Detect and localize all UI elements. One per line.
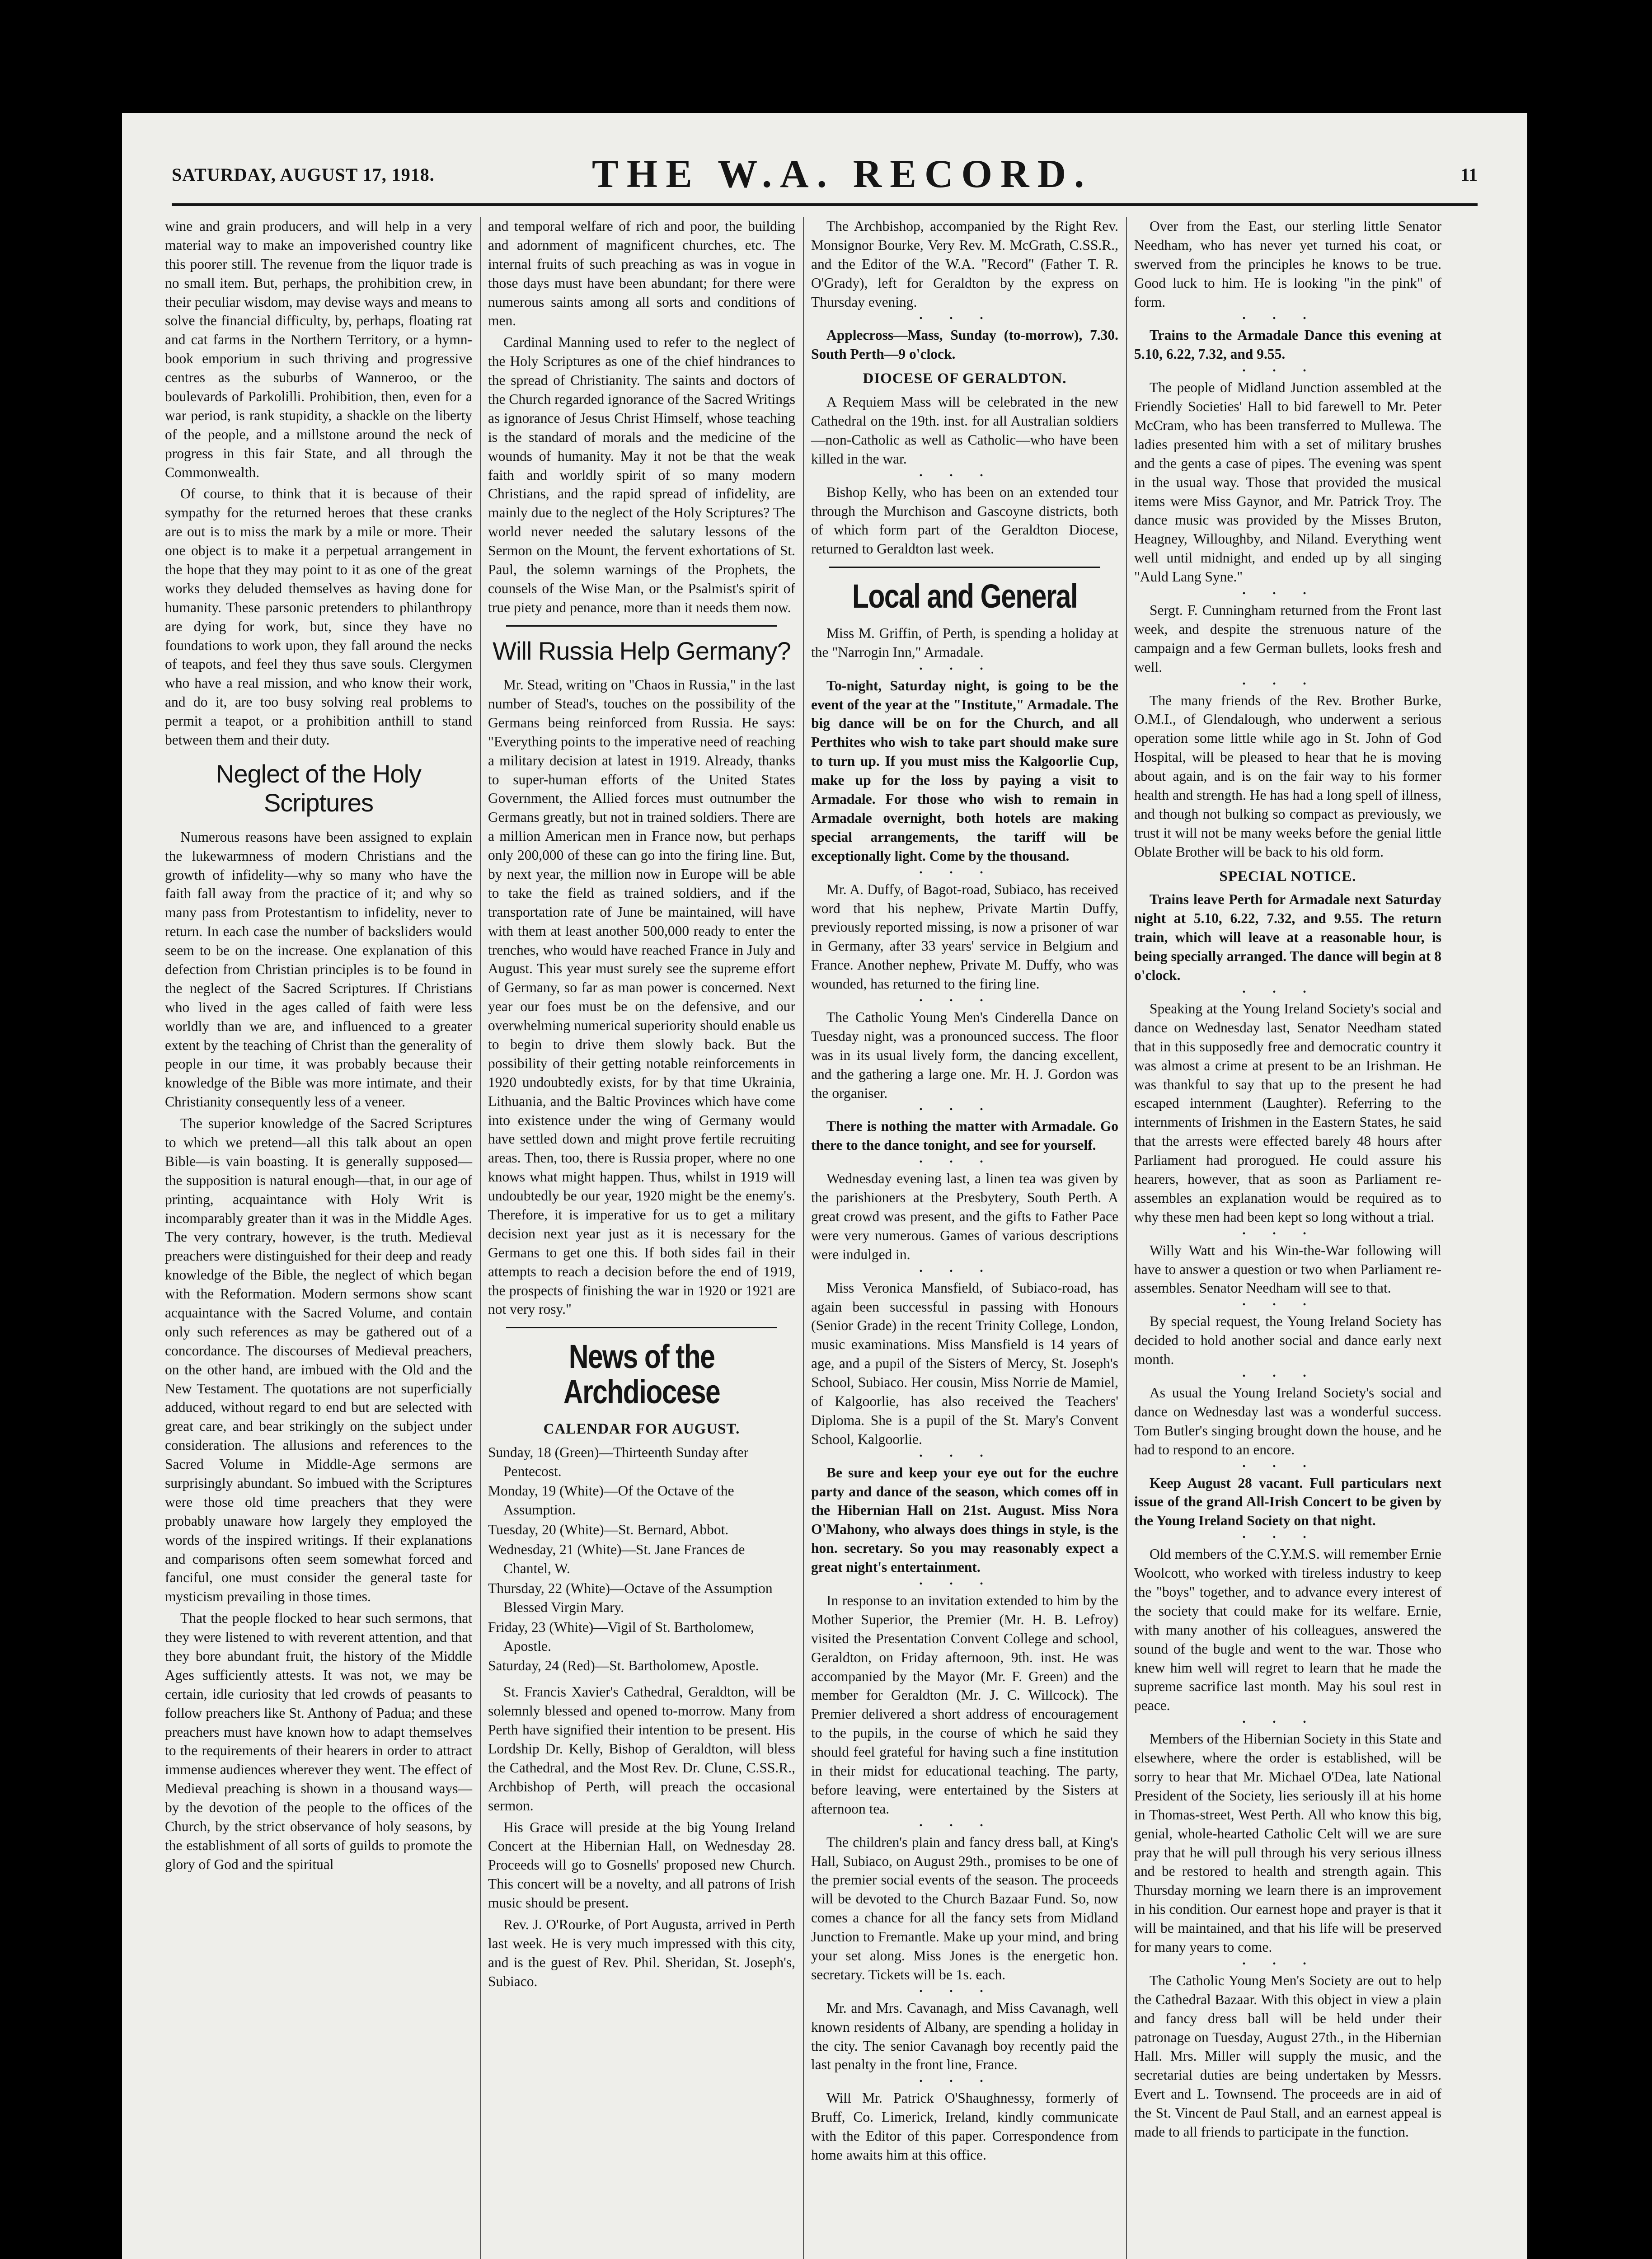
separator-dots: ••• [1242, 314, 1333, 324]
section-rule [506, 1327, 777, 1328]
paragraph: Members of the Hibernian Society in this State and elsewhere, where the order is established, will be sorry to hear that Mr. Michael O'Dea, late National President of the Society, lies seriously ill at his home in Thomas-street, West Perth. All who know this big, genial, whole-hearted Catholic Celt will we are sure pray that he will pull through his very serious illness and be restored to health and strength again. This Thursday morning we learn there is an improvement in his condition. Our earnest hope and prayer is that it will be maintained, and that his life will be preserved for many years to come. [1134, 1731, 1441, 1955]
calendar-entry: Sunday, 18 (Green)—Thirteenth Sunday after Pentecost. [488, 1444, 749, 1479]
paragraph: St. Francis Xavier's Cathedral, Geraldton, will be solemnly blessed and opened to-morrow. Many from Perth have signified their intention to be present. His Lordship Dr. Kelly, Bishop of Geraldton, will bless the Cathedral, and the Most Rev. Dr. Clune, C.SS.R., Archbishop of Perth, will preach the occasional sermon. [488, 1684, 795, 1814]
column-1 [165, 217, 472, 1877]
headline-russia-germany: Will Russia Help Germany? [493, 636, 791, 665]
paragraph: Will Mr. Patrick O'Shaughnessy, formerly of Bruff, Co. Limerick, Ireland, kindly communicate with the Editor of this paper. Correspondence from home awaits him at this office. [811, 2090, 1118, 2163]
column-3 [811, 217, 1118, 2167]
notice-armadale: There is nothing the matter with Armadale. Go there to the dance tonight, and see for yourself. [811, 1118, 1118, 1153]
separator-dots: ••• [1242, 589, 1333, 599]
separator-dots: ••• [919, 314, 1010, 324]
paragraph: The superior knowledge of the Sacred Scriptures to which we pretend—all this talk about an open Bible—is vain boasting. It is generally supposed—the supposition is natural enough—that, in our age of printing, acquaintance with Holy Writ is incomparably greater than it was in the Middle Ages. The very contrary, however, is the truth. Medieval preachers were distinguished for their deep and ready knowledge of the Bible, the neglect of which began with the Reformation. Modern sermons show scant acquaintance with the Sacred Volume, and contain only such references as may be gathered out of a concordance. The discourses of Medieval preachers, on the other hand, are imbued with the Old and the New Testament. The quotations are not superficially adduced, without regard to end but are selected with great care, and bear strikingly on the subject under consideration. The allusions and references to the Sacred Volume in Middle-Age sermons are surprisingly abundant. So imbued with the Scriptures were those old time preachers that they were probably unaware how largely they employed the words of the inspired writings. If their explanations and comparisons often seem somewhat forced and fanciful, one must consider the general taste for mysticism prevailing in those times. [165, 1115, 472, 1605]
notice-concert: Keep August 28 vacant. Full particulars next issue of the grand All-Irish Concert to be given by the Young Ireland Society on that night. [1134, 1475, 1441, 1529]
paragraph: By special request, the Young Ireland Society has decided to hold another social and dance early next month. [1134, 1313, 1441, 1368]
column-rule [803, 217, 804, 2259]
separator-dots: ••• [919, 1451, 1010, 1461]
separator-dots: ••• [919, 1105, 1010, 1115]
paragraph: The many friends of the Rev. Brother Burke, O.M.I., of Glendalough, who underwent a serious operation some little while ago in St. John of God Hospital, will be pleased to hear that he is moving about again, and is on the fair way to his former health and strength. He has had a long spell of illness, and though not bulking so compact as previously, we trust it will not be many weeks before the genial little Oblate Brother will be back to his old form. [1134, 692, 1441, 860]
separator-dots: ••• [1242, 987, 1333, 997]
separator-dots: ••• [919, 470, 1010, 481]
separator-dots: ••• [1242, 1228, 1333, 1239]
separator-dots: ••• [919, 2076, 1010, 2087]
separator-dots: ••• [919, 1157, 1010, 1167]
newspaper-title: THE W.A. RECORD. [592, 152, 1093, 196]
column-2 [488, 217, 795, 1994]
paragraph: The children's plain and fancy dress ball, at King's Hall, Subiaco, on August 29th., promises to be one of the premier social events of the season. The proceeds will be devoted to the Church Bazaar Fund. So, now comes a chance for all the fancy sets from Midland Junction to Fremantle. Make up your mind, and bring your set along. Miss Jones is the energetic hon. secretary. Tickets will be 1s. each. [811, 1834, 1118, 1982]
subheading-geraldton: DIOCESE OF GERALDTON. [863, 370, 1067, 387]
notice-trains: Trains to the Armadale Dance this evening at 5.10, 6.22, 7.32, and 9.55. [1134, 327, 1441, 362]
calendar-title: CALENDAR FOR AUGUST. [543, 1420, 740, 1437]
separator-dots: ••• [1242, 1533, 1333, 1543]
paragraph: Wednesday evening last, a linen tea was given by the parishioners at the Presbytery, South Perth. A great crowd was present, and the gifts to Father Pace were very numerous. Games of various descriptions were indulged in. [811, 1171, 1118, 1262]
separator-dots: ••• [919, 664, 1010, 674]
separator-dots: ••• [1242, 1371, 1333, 1381]
notice-armadale-dance: To-night, Saturday night, is going to be the event of the year at the "Institute," Armadale. The big dance will be on for the Church, and all Perthites who wish to take part should make sure to turn up. If you must miss the Kalgoorlie Cup, make up for the loss by paying a visit to Armadale. For those who wish to remain in Armadale overnight, both hotels are making special arrangements, the tariff will be exceptionally light. Come by the thousand. [811, 677, 1118, 864]
paragraph: Speaking at the Young Ireland Society's social and dance on Wednesday last, Senator Needham stated that in this supposedly free and democratic country it was almost a crime at present to be an Irishman. He was thankful to say that up to the present he had escaped internment (Laughter). Referring to the internments of Irishmen in the Eastern States, he said that the arrests were effected barely 48 hours after Parliament had prorogued. He could assure his hearers, however, that as soon as Parliament re-assembles an explanation would be required as to why these men had been kept so long without a trial. [1134, 1000, 1441, 1225]
separator-dots: ••• [919, 1986, 1010, 1997]
paragraph: The Catholic Young Men's Society are out to help the Cathedral Bazaar. With this object in view a plain and fancy dress ball will be held under their patronage on Tuesday, August 27th., in the Hibernian Hall. Mrs. Miller will supply the music, and the secretarial duties are being undertaken by Messrs. Evert and L. Townsend. The proceeds are in aid of the St. Vincent de Paul Stall, and an earnest appeal is made to all friends to participate in the function. [1134, 1972, 1441, 2140]
separator-dots: ••• [919, 995, 1010, 1006]
paragraph: That the people flocked to hear such sermons, that they were listened to with reverent attention, and that they bore abundant fruit, the history of the Middle Ages sufficiently attests. It was not, we may be certain, idle curiosity that led crowds of peasants to follow preachers like St. Anthony of Padua; and these preachers must have known how to adapt themselves to the requirements of their hearers in order to attract immense audiences wherever they went. The effect of Medieval preaching is shown in a thousand ways—by the devotion of the people to the offices of the Church, by the strict observance of holy seasons, by the establishment of all sorts of guilds to promote the glory of God and the spiritual [165, 1610, 472, 1872]
paragraph: and temporal welfare of rich and poor, the building and adornment of magnificent churches, etc. The internal fruits of such preaching as was in vogue in those days must have been abundant; for there were numerous saints among all sorts and conditions of men. [488, 218, 795, 329]
paragraph: Rev. J. O'Rourke, of Port Augusta, arrived in Perth last week. He is very much impressed with this city, and is the guest of Rev. Phil. Sheridan, St. Joseph's, Subiaco. [488, 1917, 795, 1989]
calendar-entry: Monday, 19 (White)—Of the Octave of the Assumption. [488, 1483, 734, 1518]
paragraph: Numerous reasons have been assigned to explain the lukewarmness of modern Christians and the growth of infidelity—why so many who have the faith fall away from the practice of it; and why so many pass from Protestantism to infidelity, never to return. In each case the number of backsliders would seem to be on the increase. One explanation of this defection from Christian principles is to be found in the neglect of the Sacred Scriptures. If Christians who lived in the ages called of faith were less worldly than we are, and influenced to a greater extent by the teaching of Christ than the generality of people in our time, it was probably because their knowledge of the Bible was more intimate, and their Christianity consequently less of a veneer. [165, 829, 472, 1110]
paragraph: Willy Watt and his Win-the-War following will have to answer a question or two when Parliament re-assembles. Senator Needham will see to that. [1134, 1242, 1441, 1296]
paragraph: Miss Veronica Mansfield, of Subiaco-road, has again been successful in passing with Honours (Senior Grade) in the recent Trinity College, London, music examinations. Miss Mansfield is 14 years of age, and a pupil of the Sisters of Mercy, St. Joseph's School, Subiaco. Her cousin, Miss Norrie de Mamiel, of Kalgoorlie, has also received the Teachers' Diploma. She is a pupil of the St. Mary's Convent School, Kalgoorlie. [811, 1279, 1118, 1447]
separator-dots: ••• [1242, 366, 1333, 376]
newspaper-page [122, 113, 1527, 2259]
calendar-entry: Saturday, 24 (Red)—St. Bartholomew, Apostle. [488, 1658, 759, 1674]
separator-dots: ••• [1242, 1300, 1333, 1310]
paragraph: Mr. A. Duffy, of Bagot-road, Subiaco, has received word that his nephew, Private Martin Duffy, previously reported missing, is now a prisoner of war in Germany, after 33 years' service in Belgium and France. Another nephew, Private M. Duffy, who was wounded, has returned to the firing line. [811, 881, 1118, 992]
calendar-entry: Thursday, 22 (White)—Octave of the Assumption Blessed Virgin Mary. [488, 1580, 773, 1615]
paragraph: Of course, to think that it is because of their sympathy for the returned heroes that these cranks are out is to miss the mark by a mile or more. Their one object is to make it a perpetual arrangement in the hope that they may point to it as one of the great works they deluded themselves as having done for humanity. These parsonic pretenders to philanthropy are dying for work, but, since they have no foundations to work upon, they fall around the necks of teapots, and feel they thus save souls. Clergymen who have a real mission, and who know their work, and do it, are too busy solving real problems to permit a teapot, or a prohibition anthill to stand between them and their duty. [165, 486, 472, 748]
column-rule [480, 217, 481, 2259]
paragraph: The Archbishop, accompanied by the Right Rev. Monsignor Bourke, Very Rev. M. McGrath, C.SS.R., and the Editor of the W.A. "Record" (Father T. R. O'Grady), left for Geraldton by the express on Thursday evening. [811, 218, 1118, 310]
paragraph: As usual the Young Ireland Society's social and dance on Wednesday last was a wonderful success. Tom Butler's singing brought down the house, and he had to respond to an encore. [1134, 1384, 1441, 1458]
column-rule [1126, 217, 1127, 2259]
separator-dots: ••• [919, 867, 1010, 878]
calendar-entry: Tuesday, 20 (White)—St. Bernard, Abbot. [488, 1522, 729, 1538]
section-rule [506, 625, 777, 627]
paragraph: A Requiem Mass will be celebrated in the new Cathedral on the 19th. inst. for all Australian soldiers—non-Catholic as well as Catholic—who have been killed in the war. [811, 394, 1118, 467]
column-4 [1134, 217, 1441, 2144]
mass-times: Applecross—Mass, Sunday (to-morrow), 7.30. South Perth—9 o'clock. [811, 327, 1118, 362]
issue-date: SATURDAY, AUGUST 17, 1918. [172, 164, 435, 185]
separator-dots: ••• [1242, 1717, 1333, 1728]
paragraph: In response to an invitation extended to him by the Mother Superior, the Premier (Mr. H. B. Lefroy) visited the Presentation Convent College and school, Geraldton, on Friday afternoon, 9th. inst. He was accompanied by the Mayor (Mr. F. Green) and the member for Geraldton (Mr. J. C. Willcock). The Premier delivered a short address of encouragement to the pupils, in the course of which he said they should feel grateful for having such a fine institution in their midst for educational teaching. The party, before leaving, were entertained by the Sisters at afternoon tea. [811, 1593, 1118, 1817]
masthead-rule [172, 203, 1478, 206]
headline-local-general: Local and General [852, 577, 1078, 615]
paragraph: Old members of the C.Y.M.S. will remember Ernie Woolcott, who worked with tireless industry to keep the "boys" together, and to advance every interest of the society that could make for its welfare. Ernie, with many another of his colleagues, answered the sound of the bugle and went to the war. Those who knew him well will regret to learn that he made the supreme sacrifice last month. May his soul rest in peace. [1134, 1546, 1441, 1714]
headline-neglect-scriptures: Neglect of the Holy Scriptures [216, 759, 422, 817]
paragraph: wine and grain producers, and will help in a very material way to make an impoverished country like this poorer still. The revenue from the liquor trade is no small item. But, perhaps, the prohibition crew, in their peculiar wisdom, may devise ways and means to solve the financial difficulty, by, perhaps, floating rat and cat farms in the Northern Territory, or a hymn-book emporium in such thriving and progressive centres as the suburbs of Wanneroo, or the boulevards of Parkolilli. Prohibition, then, even for a war period, is rank stupidity, a shackle on the liberty of the people, and a millstone around the neck of progress in this fair State, and all through the Commonwealth. [165, 218, 472, 480]
notice-special: Trains leave Perth for Armadale next Saturday night at 5.10, 6.22, 7.32, and 9.55. The return train, which will leave at a reasonable hour, is being specially arranged. The dance will begin at 8 o'clock. [1134, 891, 1441, 984]
paragraph: The Catholic Young Men's Cinderella Dance on Tuesday night, was a pronounced success. The floor was in its usual lively form, the dancing excellent, and the gathering a large one. Mr. H. J. Gordon was the organiser. [811, 1009, 1118, 1101]
headline-archdiocese: News of the Archdiocese [563, 1338, 720, 1411]
separator-dots: ••• [1242, 679, 1333, 689]
paragraph: Over from the East, our sterling little Senator Needham, who has never yet turned his coat, or swerved from the principles he knows to be true. Good luck to him. He is looking "in the pink" of form. [1134, 218, 1441, 310]
subheading-special-notice: SPECIAL NOTICE. [1219, 868, 1356, 885]
paragraph: His Grace will preside at the big Young Ireland Concert at the Hibernian Hall, on Wednesday 28. Proceeds will go to Gosnells' proposed new Church. This concert will be a novelty, and all patrons of Irish music should be present. [488, 1819, 795, 1911]
paragraph: Mr. and Mrs. Cavanagh, and Miss Cavanagh, well known residents of Albany, are spending a holiday in the city. The senior Cavanagh boy recently paid the last penalty in the front line, France. [811, 2000, 1118, 2073]
paragraph: Bishop Kelly, who has been on an extended tour through the Murchison and Gascoyne districts, both of which form part of the Geraldton Diocese, returned to Geraldton last week. [811, 484, 1118, 557]
calendar-entry: Wednesday, 21 (White)—St. Jane Frances de Chantel, W. [488, 1542, 745, 1576]
section-rule [829, 567, 1100, 568]
separator-dots: ••• [919, 1266, 1010, 1276]
separator-dots: ••• [1242, 1959, 1333, 1969]
paragraph: Miss M. Griffin, of Perth, is spending a holiday at the "Narrogin Inn," Armadale. [811, 625, 1118, 660]
paragraph: Sergt. F. Cunningham returned from the Front last week, and despite the strenuous nature of the campaign and a few German bullets, looks fresh and well. [1134, 602, 1441, 675]
notice-euchre: Be sure and keep your eye out for the euchre party and dance of the season, which comes off in the Hibernian Hall on 21st. August. Miss Nora O'Mahony, who always does things in style, is the hon. secretary. So you may reasonably expect a great night's entertainment. [811, 1464, 1118, 1575]
separator-dots: ••• [919, 1579, 1010, 1589]
paragraph: Cardinal Manning used to refer to the neglect of the Holy Scriptures as one of the chief hindrances to the spread of Christianity. The saints and doctors of the Church regarded ignorance of the Sacred Writings as ignorance of Jesus Christ Himself, whose teaching is the standard of morals and the medicine of the wounds of humanity. May it not be that the weak faith and worldly spirit of so many modern Christians, and the rapid spread of infidelity, are mainly due to the neglect of the Holy Scriptures? The world never needed the salutary lessons of the Sermon on the Mount, the fervent exhortations of St. Paul, the solemn warnings of the Prophets, the counsels of the Wise Man, or the Psalmist's spirit of true piety and penance, more than it needs them now. [488, 334, 795, 615]
page-number: 11 [1460, 164, 1478, 185]
masthead [172, 138, 1478, 206]
paragraph: The people of Midland Junction assembled at the Friendly Societies' Hall to bid farewell to Mr. Peter McCram, who has been transferred to Mullewa. The ladies presented him with a set of military brushes and the gents a case of pipes. The evening was spent in the usual way. Those that provided the musical items were Miss Gaynor, and Mr. Patrick Troy. The dance music was provided by the Misses Bruton, Heagney, Willoughby, and Niland. Everything went well until midnight, and ended up by all singing "Auld Lang Syne." [1134, 380, 1441, 585]
separator-dots: ••• [1242, 1461, 1333, 1472]
calendar-entry: Friday, 23 (White)—Vigil of St. Bartholomew, Apostle. [488, 1619, 754, 1654]
separator-dots: ••• [919, 1820, 1010, 1831]
paragraph: Mr. Stead, writing on "Chaos in Russia," in the last number of Stead's, touches on the possibility of the Germans being reinforced from Russia. He says: "Everything points to the imperative need of reaching a military decision at latest in 1919. Already, thanks to super-human efforts of the United States Government, the Allied forces must outnumber the Germans greatly, but not in trained soldiers. There are a million American men in France now, but perhaps only 200,000 of these can go into the firing line. But, by next year, the million now in Europe will be able to take the field as trained soldiers, and if the transportation rate of June be maintained, will have with them at least another 500,000 ready to enter the trenches, who would have reached France in July and August. This year must surely see the supreme effort of Germany, so far as man power is concerned. Next year our foes must be on the defensive, and our overwhelming numerical superiority should enable us to begin to drive them slowly back. But the possibility of their getting notable reinforcements in 1920 undoubtedly exists, for by that time Ukrainia, Lithuania, and the Baltic Provinces which have come into existence under the wing of Germany would have settled down and might prove fertile recruiting areas. Then, too, there is Russia proper, where no one knows what might happen. Thus, whilst in 1919 will undoubtedly be our year, 1920 might be the enemy's. Therefore, it is imperative for us to get a military decision next year just as it is necessary for the Germans to get one this. If both sides fail in their attempts to reach a decision before the end of 1919, the prospects of finishing the war in 1920 or 1921 are not very rosy." [488, 677, 795, 1317]
